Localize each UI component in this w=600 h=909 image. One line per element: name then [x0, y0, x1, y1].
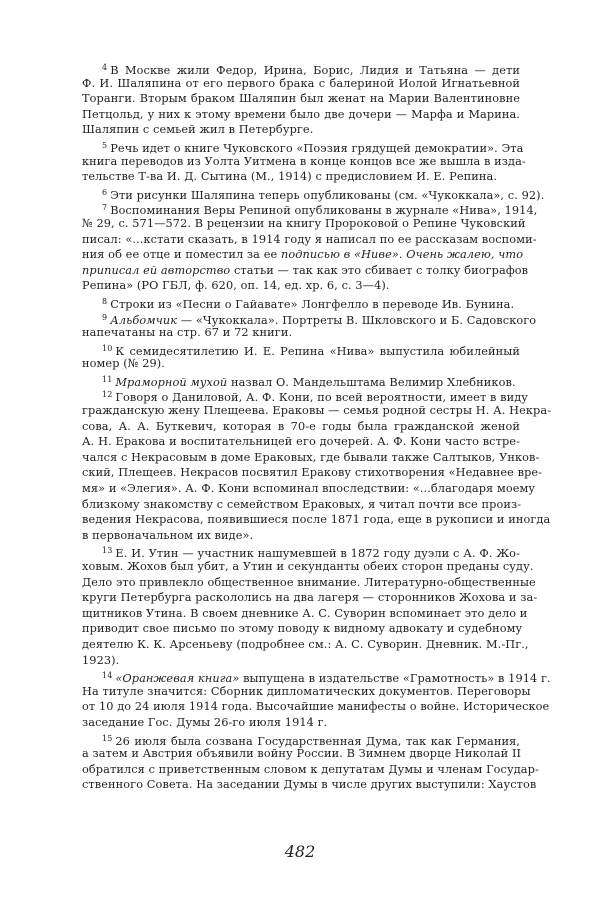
footnote-number: 5 [102, 140, 108, 150]
text: близкому знакомству с семейством Ераковых, я читал почти все произ- [82, 497, 522, 511]
text: гражданскую жену Плещеева. Ераковы — семья родной сестры Н. А. Некра- [82, 404, 552, 418]
footnote-line [82, 590, 538, 606]
text: Воспоминания Веры Репиной опубликованы в журнале «Нива», 1914, [110, 204, 538, 218]
text: ведения Некрасова, появившиеся после 1871 года, еще в рукописи и иногда [82, 513, 551, 527]
text: Е. И. Утин — участник нашумевшей в 1872 году дуэли с А. Ф. Жо- [115, 547, 520, 561]
footnote-line [82, 746, 520, 762]
footnote-number: 7 [102, 203, 108, 213]
footnote-line [82, 715, 520, 731]
footnote-number: 11 [102, 374, 113, 384]
text: приводит свое письмо по этому поводу к видному адвокату и судебному [82, 622, 523, 636]
footnote-number: 12 [102, 390, 113, 400]
footnote-line [82, 278, 520, 294]
text: чался с Некрасовым в доме Ераковых, где бывали также Салтыков, Унков- [82, 450, 540, 464]
text: А. Н. Еракова и воспитательницей его дочерей. А. Ф. Кони часто встре- [82, 435, 520, 449]
footnote-number: 8 [102, 296, 108, 306]
footnote-line [82, 465, 543, 481]
footnote-line [82, 621, 523, 637]
footnote-line [82, 122, 520, 138]
footnote-line [82, 777, 537, 793]
text: Говоря о Даниловой, А. Ф. Кони, по всей вероятности, имеет в виду [115, 391, 529, 405]
footnote-line [82, 91, 520, 107]
text: сова, А. А. Буткевич, которая в 70-е годы была гражданской женой [82, 419, 520, 433]
footnote-line [82, 559, 534, 575]
footnote-line [82, 403, 552, 419]
footnote-line [82, 247, 524, 263]
footnote-line [82, 606, 528, 622]
text: На титуле значится: Сборник дипломатических документов. Переговоры [82, 684, 531, 698]
footnote [82, 294, 520, 310]
footnote-line [82, 232, 537, 248]
footnote-line [82, 481, 536, 497]
footnote-line [82, 107, 520, 123]
text: 26 июля была созвана Государственная Дума, так как Германия, [115, 734, 520, 748]
footnote-line [82, 185, 545, 202]
footnote-line [82, 575, 536, 591]
text: а затем и Австрия объявили войну России. В Зимнем дворце Николай II [82, 747, 522, 761]
footnote-line [82, 731, 520, 747]
text: ский, Плещеев. Некрасов посвятил Еракову стихотворения «Недавнее вре- [82, 466, 543, 480]
text: Эти рисунки Шаляпина теперь опубликованы (см. «Чукоккала», с. 92). [110, 188, 545, 202]
text: — «Чукоккала». Портреты В. Шкловского и Б. Садовского [177, 313, 537, 327]
footnote-line [82, 653, 520, 669]
footnote-line [82, 684, 531, 700]
text: от 10 до 24 июля 1914 года. Высочайшие манифесты о войне. Историческое [82, 700, 550, 714]
footnote [82, 543, 538, 668]
text: Ф. И. Шаляпина от его первого брака с балериной Иолой Игнатьевной [82, 76, 520, 90]
footnote-line [82, 512, 551, 528]
footnote-line [82, 76, 520, 92]
text: ственного Совета. На заседании Думы в числе других выступили: Хаустов [82, 778, 537, 792]
text: В Москве жили Федор, Ирина, Борис, Лидия и Татьяна — дети [110, 64, 520, 77]
text: Петцольд, у них к этому времени было две дочери — Марфа и Марина. [82, 107, 520, 121]
footnote-line [82, 762, 539, 778]
footnote-line [82, 310, 537, 327]
footnote-number: 13 [102, 546, 113, 556]
footnote-line [82, 528, 520, 544]
footnote [82, 372, 520, 388]
footnote [82, 185, 545, 202]
text: № 29, с. 571—572. В рецензии на книгу Пророковой о Репине Чуковский [82, 216, 526, 230]
text: статьи — так как это сбивает с толку биографов [230, 263, 529, 277]
footnote-line [82, 294, 520, 310]
text: в первоначальном их виде». [82, 528, 254, 542]
text: круги Петербурга раскололись на два лагеря — сторонников Жохова и за- [82, 591, 538, 605]
text: писал: «...кстати сказать, в 1914 году я написал по ее рассказам воспоми- [82, 232, 537, 246]
text: Торанги. Вторым браком Шаляпин был женат на Марии Валентиновне [82, 92, 520, 106]
footnote-line [82, 60, 520, 76]
footnote-line [82, 169, 520, 185]
text: Дело это привлекло общественное внимание. Литературно-общественные [82, 575, 536, 589]
text: назвал О. Мандельштама Велимир Хлебников. [227, 375, 516, 389]
footnote [82, 138, 526, 185]
footnote-line [82, 200, 538, 218]
footnote-number: 6 [102, 187, 108, 197]
text: тельстве Т-ва И. Д. Сытина (М., 1914) с предисловием И. Е. Репина. [82, 170, 498, 184]
footnote [82, 341, 520, 372]
footnote-line [82, 341, 520, 357]
footnote-line [82, 434, 520, 450]
italic-text: подписью в «Ниве». Очень жалею, что [280, 248, 524, 262]
text: 1923). [82, 653, 120, 667]
footnote-line [82, 154, 526, 170]
text: Репина» (РО ГБЛ, ф. 620, оп. 14, ед. хр. 6, с. 3—4). [82, 279, 390, 293]
italic-text: приписал ей авторство [82, 263, 231, 277]
footnote-line [82, 699, 550, 715]
footnote [82, 387, 552, 543]
footnote-line [82, 387, 529, 405]
footnote-number: 15 [102, 733, 113, 743]
footnote-line [82, 138, 524, 155]
text: деятелю К. К. Арсеньеву (подробнее см.: А. С. Суворин. Дневник. М.-Пг., [82, 637, 529, 651]
footnote-line [82, 356, 520, 372]
text: номер (№ 29). [82, 357, 165, 371]
footnote [82, 731, 539, 793]
text: ния об ее отце и поместил за ее [82, 248, 281, 262]
text: мя» и «Элегия». А. Ф. Кони вспоминал впоследствии: «...благодаря моему [82, 482, 536, 496]
page-number: 482 [284, 842, 316, 861]
footnote-line [82, 216, 526, 232]
footnote-line [82, 497, 520, 513]
text: К семидесятилетию И. Е. Репина «Нива» выпустила юбилейный [115, 344, 520, 358]
text: выпущена в издательстве «Грамотность» в 1914 г. [239, 672, 551, 686]
footnote-line [82, 668, 551, 686]
footnote-number: 14 [102, 671, 113, 681]
text: книга переводов из Уолта Уитмена в конце концов все же вышла в изда- [82, 154, 526, 168]
italic-text: Мраморной мухой [115, 375, 228, 389]
footnote [82, 60, 520, 138]
footnote-line [82, 419, 520, 435]
text: обратился с приветственным словом к депутатам Думы и членам Государ- [82, 762, 539, 776]
footnote [82, 310, 537, 341]
footnote-line [82, 263, 529, 279]
footnote-number: 4 [102, 63, 108, 72]
footnote [82, 200, 538, 294]
text: Шаляпин с семьей жил в Петербурге. [82, 123, 314, 137]
footnote-line [82, 543, 520, 559]
footnote-line [82, 372, 520, 388]
footnote-line [82, 325, 520, 341]
italic-text: «Оранжевая книга» [115, 672, 240, 686]
footnote-number: 10 [102, 343, 113, 353]
text: напечатаны на стр. 67 и 72 книги. [82, 326, 293, 340]
italic-text: Альбомчик [110, 313, 178, 327]
footnote-line [82, 450, 540, 466]
footnotes-text [82, 60, 552, 793]
text: заседание Гос. Думы 26-го июля 1914 г. [82, 715, 328, 729]
text: Речь идет о книге Чуковского «Поэзия грядущей демократии». Эта [110, 141, 524, 155]
text: щитников Утина. В своем дневнике А. С. Суворин вспоминает это дело и [82, 606, 528, 620]
footnote-line [82, 637, 529, 653]
text: ховым. Жохов был убит, а Утин и секунданты обеих сторон преданы суду. [82, 560, 534, 573]
footnote [82, 668, 551, 730]
text: Строки из «Песни о Гайавате» Лонгфелло в переводе Ив. Бунина. [110, 297, 515, 311]
footnote-number: 9 [102, 312, 108, 322]
